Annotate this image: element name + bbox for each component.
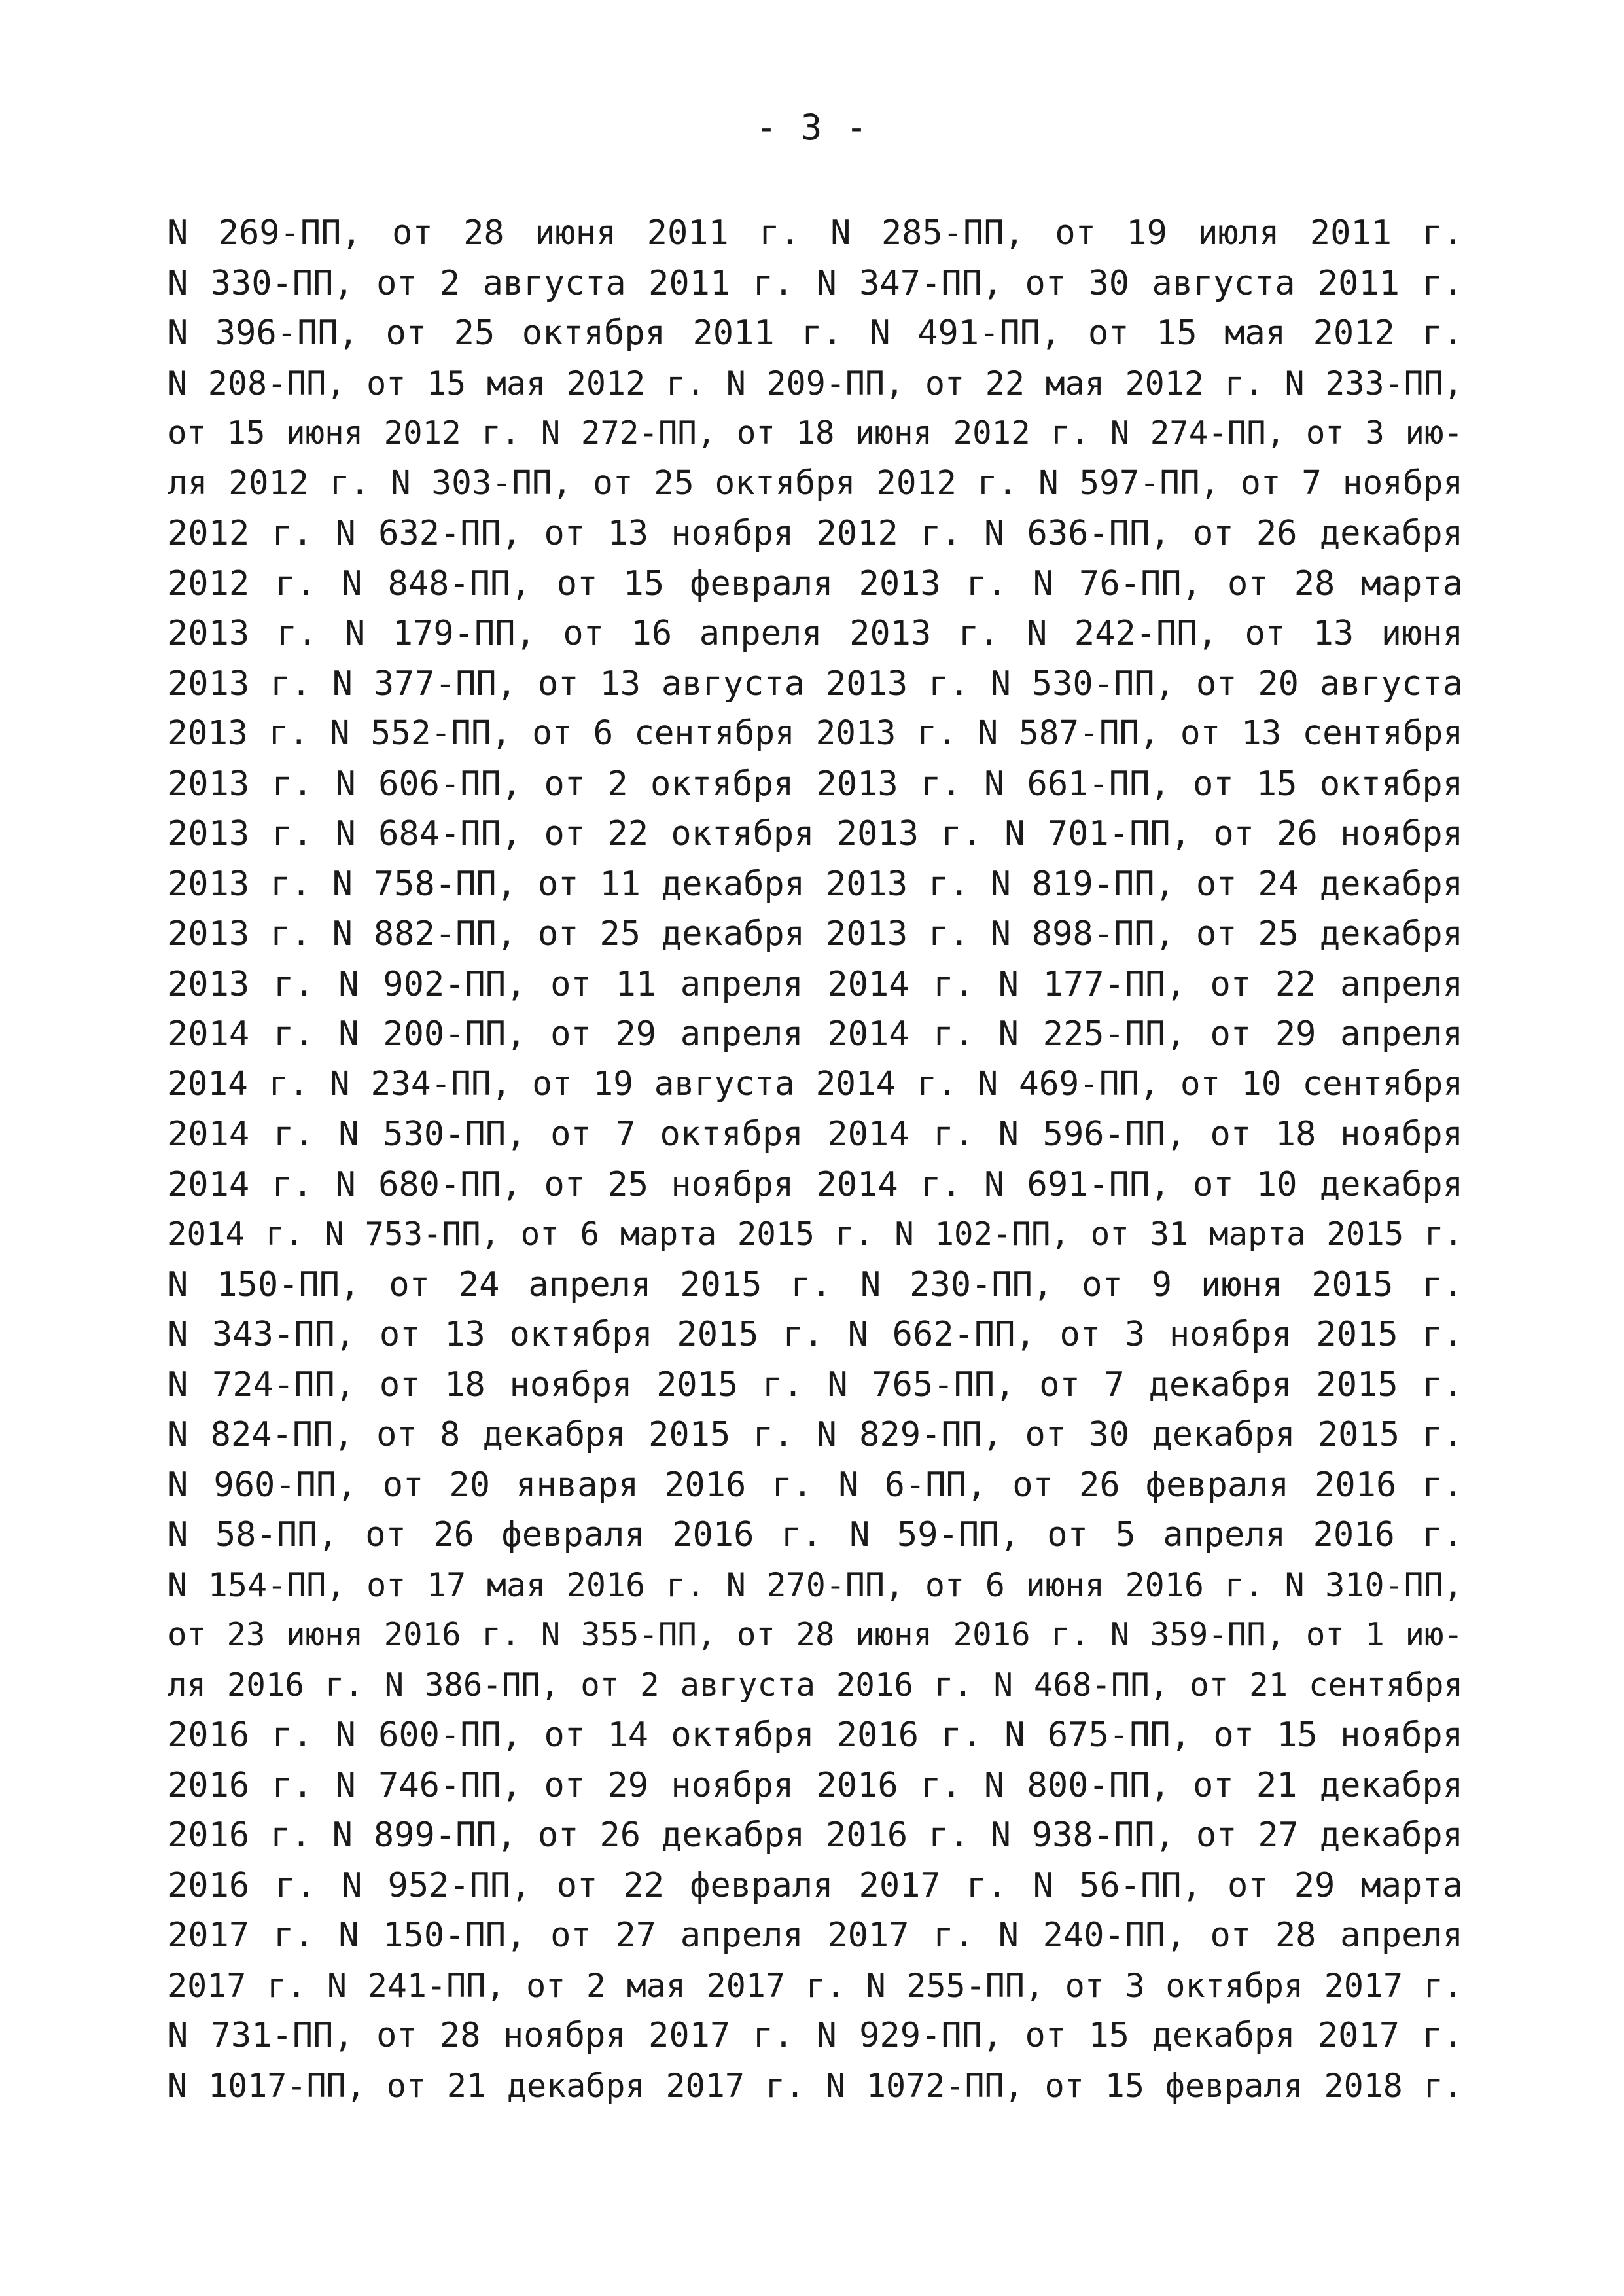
- text-line: 2016 г. N 952-ПП, от 22 февраля 2017 г. N 56-ПП, от 29 марта: [168, 1865, 1463, 1905]
- text-line: 2014 г. N 200-ПП, от 29 апреля 2014 г. N 225-ПП, от 29 апреля: [168, 1014, 1463, 1054]
- text-line: от 15 июня 2012 г. N 272-ПП, от 18 июня 2012 г. N 274-ПП, от 3 ию-: [168, 414, 1463, 452]
- text-line: 2013 г. N 902-ПП, от 11 апреля 2014 г. N 177-ПП, от 22 апреля: [168, 964, 1463, 1004]
- text-line: 2016 г. N 600-ПП, от 14 октября 2016 г. N 675-ПП, от 15 ноября: [168, 1715, 1463, 1755]
- text-line: N 58-ПП, от 26 февраля 2016 г. N 59-ПП, от 5 апреля 2016 г.: [168, 1515, 1463, 1554]
- text-line: ля 2012 г. N 303-ПП, от 25 октября 2012 г. N 597-ПП, от 7 ноября: [168, 463, 1463, 503]
- text-line: 2012 г. N 632-ПП, от 13 ноября 2012 г. N 636-ПП, от 26 декабря: [168, 514, 1463, 553]
- text-line: от 23 июня 2016 г. N 355-ПП, от 28 июня 2016 г. N 359-ПП, от 1 ию-: [168, 1616, 1463, 1653]
- text-line: N 396-ПП, от 25 октября 2011 г. N 491-ПП, от 15 мая 2012 г.: [168, 314, 1463, 353]
- text-line: N 208-ПП, от 15 мая 2012 г. N 209-ПП, от 22 мая 2012 г. N 233-ПП,: [168, 364, 1463, 403]
- text-line: 2014 г. N 234-ПП, от 19 августа 2014 г. N 469-ПП, от 10 сентября: [168, 1064, 1463, 1103]
- text-line: N 824-ПП, от 8 декабря 2015 г. N 829-ПП, от 30 декабря 2015 г.: [168, 1415, 1463, 1454]
- text-line: ля 2016 г. N 386-ПП, от 2 августа 2016 г. N 468-ПП, от 21 сентября: [168, 1666, 1463, 1704]
- text-line: 2014 г. N 680-ПП, от 25 ноября 2014 г. N 691-ПП, от 10 декабря: [168, 1164, 1463, 1204]
- text-line: N 1017-ПП, от 21 декабря 2017 г. N 1072-ПП, от 15 февраля 2018 г.: [168, 2066, 1463, 2105]
- text-line: 2017 г. N 150-ПП, от 27 апреля 2017 г. N 240-ПП, от 28 апреля: [168, 1916, 1463, 1955]
- text-line: 2013 г. N 758-ПП, от 11 декабря 2013 г. N 819-ПП, от 24 декабря: [168, 864, 1463, 904]
- text-line: 2013 г. N 684-ПП, от 22 октября 2013 г. N 701-ПП, от 26 ноября: [168, 814, 1463, 853]
- text-line: 2016 г. N 746-ПП, от 29 ноября 2016 г. N 800-ПП, от 21 декабря: [168, 1765, 1463, 1805]
- text-line: 2012 г. N 848-ПП, от 15 февраля 2013 г. N 76-ПП, от 28 марта: [168, 564, 1463, 603]
- text-line: N 724-ПП, от 18 ноября 2015 г. N 765-ПП, от 7 декабря 2015 г.: [168, 1365, 1463, 1405]
- text-line: 2013 г. N 606-ПП, от 2 октября 2013 г. N 661-ПП, от 15 октября: [168, 764, 1463, 804]
- text-line: N 343-ПП, от 13 октября 2015 г. N 662-ПП, от 3 ноября 2015 г.: [168, 1315, 1463, 1354]
- text-line: 2013 г. N 179-ПП, от 16 апреля 2013 г. N 242-ПП, от 13 июня: [168, 614, 1463, 653]
- text-line: N 154-ПП, от 17 мая 2016 г. N 270-ПП, от 6 июня 2016 г. N 310-ПП,: [168, 1566, 1463, 1604]
- text-line: 2013 г. N 552-ПП, от 6 сентября 2013 г. N 587-ПП, от 13 сентября: [168, 714, 1463, 753]
- text-line: 2013 г. N 377-ПП, от 13 августа 2013 г. N 530-ПП, от 20 августа: [168, 664, 1463, 704]
- text-line: 2017 г. N 241-ПП, от 2 мая 2017 г. N 255-ПП, от 3 октября 2017 г.: [168, 1966, 1463, 2005]
- text-line: 2014 г. N 530-ПП, от 7 октября 2014 г. N 596-ПП, от 18 ноября: [168, 1115, 1463, 1154]
- text-line: N 330-ПП, от 2 августа 2011 г. N 347-ПП, от 30 августа 2011 г.: [168, 263, 1463, 303]
- text-line: 2013 г. N 882-ПП, от 25 декабря 2013 г. N 898-ПП, от 25 декабря: [168, 914, 1463, 954]
- document-body: [168, 208, 1463, 2111]
- text-line: N 269-ПП, от 28 июня 2011 г. N 285-ПП, от 19 июля 2011 г.: [168, 213, 1463, 253]
- text-line: N 150-ПП, от 24 апреля 2015 г. N 230-ПП, от 9 июня 2015 г.: [168, 1265, 1463, 1304]
- page-number: - 3 -: [755, 107, 869, 148]
- text-line: N 960-ПП, от 20 января 2016 г. N 6-ПП, от 26 февраля 2016 г.: [168, 1465, 1463, 1505]
- text-line: 2016 г. N 899-ПП, от 26 декабря 2016 г. N 938-ПП, от 27 декабря: [168, 1816, 1463, 1855]
- text-line: 2014 г. N 753-ПП, от 6 марта 2015 г. N 102-ПП, от 31 марта 2015 г.: [168, 1215, 1463, 1253]
- text-line: N 731-ПП, от 28 ноября 2017 г. N 929-ПП, от 15 декабря 2017 г.: [168, 2016, 1463, 2055]
